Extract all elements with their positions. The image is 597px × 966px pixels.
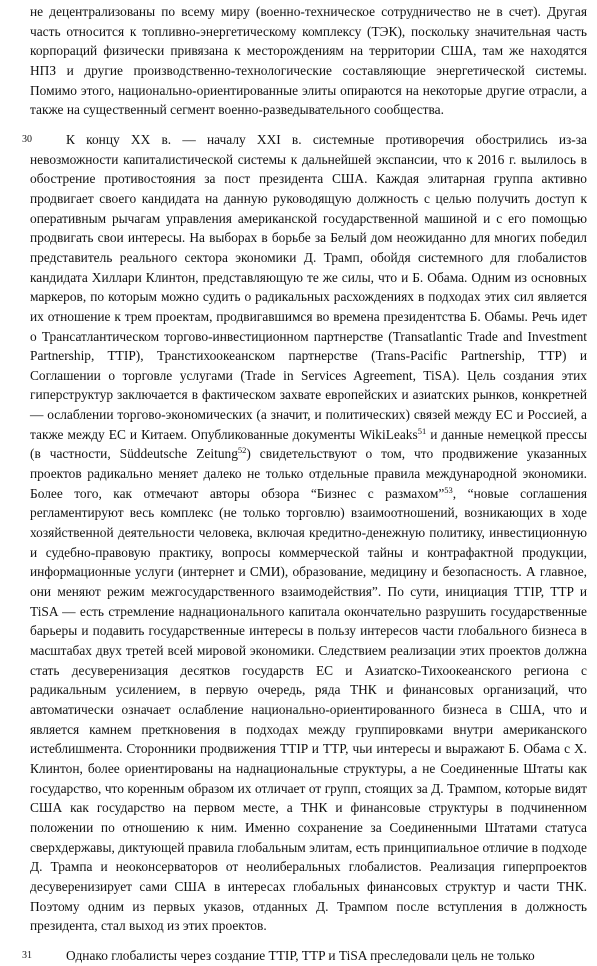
- paragraph-block-31: [22, 946, 587, 966]
- footnote-ref: 53: [444, 484, 453, 495]
- paragraph-block-1: [30, 2, 587, 120]
- text-run: К концу XX в. — началу XXI в. системные противоречия обострились из-за невозможности капиталистической системы к дальнейшей экспансии, что к 2016 г. вылилось в обострение противостояния за пост президента США. Каждая элитарная группа активно продвигает своего кандидата на данную руководящую должность с целью получить доступ к оперативным рычагам управления американской государственной машиной и с его помощью продвигать свои интересы. На выборах в борьбе за Белый дом неожиданно для многих победил представитель реального сектора экономики Д. Трамп, обойдя системного для глобалистов кандидата Хиллари Клинтон, представляющую те же силы, что и Б. Обама. Одним из основных маркеров, по которым можно судить о радикальных расхождениях в подходах этих сил является их отношение к трем проектам, продвигавшимся во времена президентства Б. Обамы. Речь идет о Трансатлантическом торгово-инвестиционном партнерстве (Transatlantic Trade and Investment Partnership, TTIP), Транстихоокеанском партнерстве (Trans-Pacific Partnership, TTP) и Соглашении о торговле услугами (Trade in Services Agreement, TiSA). Цель создания этих гиперструктур заключается в фактическом захвате европейских и азиатских рынков, конкретней — ослаблении торгово-экономических (а значит, и политических) связей между ЕС и Россией, а также между ЕС и Китаем. Опубликованные документы WikiLeaks: [30, 131, 587, 442]
- paragraph-continued: [30, 2, 587, 120]
- paragraph-31: [30, 946, 587, 966]
- footnote-ref: 52: [237, 445, 247, 456]
- paragraph-block-30: [22, 130, 587, 936]
- paragraph-30: [30, 130, 587, 936]
- paragraph-number: 30: [22, 133, 32, 145]
- footnote-ref: 51: [417, 425, 427, 436]
- paragraph-number: 31: [22, 949, 32, 961]
- text-run: ) свидетельствуют о том, что продвижение указанных проектов радикально меняет далеко не только отдельные правила международной экономики. Более того, как отмечают авторы обзора “Бизнес с размахом”: [30, 446, 587, 501]
- text-run: , “новые соглашения регламентируют весь комплекс (не только торговлю) взаимоотношений, возникающих в ходе хозяйственной деятельности человека, включая кредитно-денежную политику, инвестиционную и судебно-правовую практику, вопросы коммерческой тайны и контрафактной продукции, информационные услуги (интернет и СМИ), образование, медицину и безопасность. А главное, они меняют режим межгосударственного взаимодействия”. По сути, инициация TTIP, TTP и TiSA — есть стремление наднационального капитала окончательно разрушить государственные барьеры и подавить государственные интересы в пользу интересов части глобального бизнеса в масштабах двух третей всей мировой экономики. Следствием реализации этих проектов должна стать десуверенизация десятков государств ЕС и Азиатско-Тихоокеанского региона с радикальным усилением, в первую очередь, ряда ТНК и финансовых организаций, что автоматически означает ослабление национально-ориентированного бизнеса в США, что и является камнем преткновения в подходах между группировками внутри американского истеблишмента. Сторонники продвижения TTIP и TTP, чьи интересы и выражают Б. Обама с Х. Клинтон, более ориентированы на наднациональные структуры, а не Соединенные Штаты как государство, что коренным образом их отличает от групп, стоящих за Д. Трампом, которые видят США как государство на первом месте, а ТНК и финансовые структуры в подчиненном положении по отношению к ним. Именно сохранение за Соединенными Штатами статуса сверхдержавы, диктующей правила глобальным элитам, есть принципиальное отличие в подходе Д. Трампа и неоконсерваторов от неолиберальных глобалистов. Реализация гиперпроектов десуверенизирует сами США в интересах глобальных финансовых структур и части ТНК. Поэтому одним из первых указов, отданных Д. Трампом после вступления в должность президента, стал выход из этих проектов.: [30, 485, 587, 934]
- text-run: Однако глобалисты через создание TTIP, TTP и TiSA преследовали цель не только: [66, 947, 535, 963]
- text-run: не децентрализованы по всему миру (военно-техническое сотрудничество не в счет). Другая часть относится к топливно-энергетическому комплексу (ТЭК), поскольку значительная часть корпораций физически привязана к месторождениям на территории США, там же находятся НПЗ и другие производственно-технологические составляющие энергетической системы. Помимо этого, национально-ориентированные элиты опираются на некоторые другие отрасли, а также на существенный сегмент военно-разведывательного сообщества.: [30, 4, 587, 118]
- text-run: и данные немецкой прессы (в частности, Süddeutsche Zeitung: [30, 426, 587, 462]
